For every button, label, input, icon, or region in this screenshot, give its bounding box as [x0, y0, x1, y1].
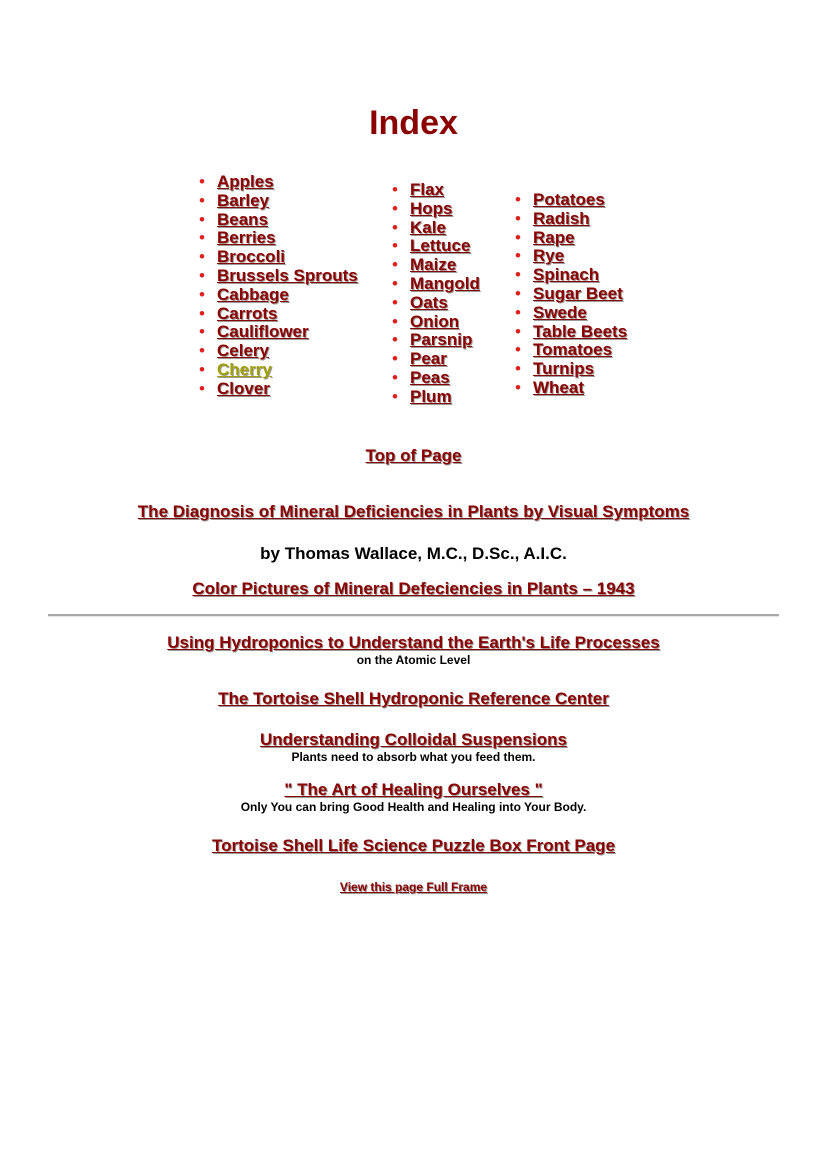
bullet-icon: • [515, 321, 521, 341]
bullet-icon: • [392, 255, 398, 275]
index-item [197, 361, 358, 380]
index-item [513, 247, 627, 266]
index-item [513, 323, 627, 342]
bullet-icon: • [515, 246, 521, 266]
index-link-parsnip[interactable]: Parsnip [410, 330, 473, 350]
colloidal-row [0, 730, 827, 764]
index-link-tomatoes[interactable]: Tomatoes [533, 340, 613, 360]
healing-link[interactable]: " The Art of Healing Ourselves " [284, 780, 543, 799]
index-item [390, 219, 480, 238]
bullet-icon: • [515, 340, 521, 360]
index-item [390, 200, 480, 219]
bullet-icon: • [392, 386, 398, 406]
index-link-swede[interactable]: Swede [533, 302, 587, 322]
full-frame-row [0, 878, 827, 896]
bullet-icon: • [199, 322, 205, 342]
index-item [390, 350, 480, 369]
diagnosis-link[interactable]: The Diagnosis of Mineral Deficiencies in Plants by Visual Symptoms [137, 502, 690, 521]
index-item [390, 331, 480, 350]
index-link-plum[interactable]: Plum [410, 386, 452, 406]
bullet-icon: • [199, 359, 205, 379]
bullet-icon: • [515, 377, 521, 397]
bullet-icon: • [392, 311, 398, 331]
bullet-icon: • [515, 227, 521, 247]
index-item [513, 360, 627, 379]
index-item [513, 191, 627, 210]
index-item [197, 286, 358, 305]
hydroponics-subtitle: on the Atomic Level [356, 653, 471, 667]
index-item [390, 294, 480, 313]
index-item [513, 229, 627, 248]
index-item [513, 266, 627, 285]
index-link-oats[interactable]: Oats [410, 292, 448, 312]
bullet-icon: • [392, 180, 398, 199]
index-link-broccoli[interactable]: Broccoli [217, 247, 286, 267]
full-frame-link[interactable]: View this page Full Frame [339, 880, 488, 894]
top-of-page-link[interactable]: Top of Page [365, 446, 462, 465]
index-link-lettuce[interactable]: Lettuce [410, 236, 471, 256]
index-link-brussels-sprouts[interactable]: Brussels Sprouts [217, 265, 358, 285]
bullet-icon: • [392, 198, 398, 218]
bullet-icon: • [199, 228, 205, 248]
index-item [197, 380, 358, 399]
index-item [513, 304, 627, 323]
index-link-peas[interactable]: Peas [410, 367, 450, 387]
bullet-icon: • [199, 209, 205, 229]
bullet-icon: • [199, 190, 205, 210]
bullet-icon: • [515, 283, 521, 303]
bullet-icon: • [515, 265, 521, 285]
bullet-icon: • [392, 292, 398, 312]
index-item [513, 341, 627, 360]
bullet-icon: • [199, 303, 205, 323]
index-link-hops[interactable]: Hops [410, 198, 453, 218]
index-link-beans[interactable]: Beans [217, 209, 269, 229]
index-link-turnips[interactable]: Turnips [533, 359, 595, 379]
index-link-celery[interactable]: Celery [217, 341, 269, 361]
page-title: Index [369, 104, 458, 142]
index-link-rape[interactable]: Rape [533, 227, 575, 247]
bullet-icon: • [199, 172, 205, 191]
index-link-onion[interactable]: Onion [410, 311, 460, 331]
index-link-wheat[interactable]: Wheat [533, 377, 584, 397]
index-item [197, 342, 358, 361]
index-item [390, 388, 480, 407]
bullet-icon: • [392, 236, 398, 256]
colloidal-link[interactable]: Understanding Colloidal Suspensions [260, 730, 567, 749]
index-item [513, 210, 627, 229]
index-item [513, 285, 627, 304]
index-item [197, 323, 358, 342]
index-link-berries[interactable]: Berries [217, 228, 276, 248]
index-item [197, 267, 358, 286]
index-link-barley[interactable]: Barley [217, 190, 269, 210]
bullet-icon: • [199, 378, 205, 398]
index-item [197, 173, 358, 192]
index-link-apples[interactable]: Apples [217, 172, 274, 191]
index-link-rye[interactable]: Rye [533, 246, 565, 266]
index-link-cauliflower[interactable]: Cauliflower [217, 322, 309, 342]
bullet-icon: • [392, 273, 398, 293]
index-item [197, 229, 358, 248]
bullet-icon: • [515, 208, 521, 228]
index-item [390, 313, 480, 332]
index-link-flax[interactable]: Flax [410, 180, 445, 199]
bullet-icon: • [392, 217, 398, 237]
bullet-icon: • [199, 284, 205, 304]
index-item [513, 379, 627, 398]
index-column-1 [197, 173, 358, 399]
index-link-maize[interactable]: Maize [410, 255, 457, 275]
index-item [197, 305, 358, 324]
index-item [390, 237, 480, 256]
color-pictures-link[interactable]: Color Pictures of Mineral Defeciencies in Plants – 1943 [192, 579, 635, 598]
author-credit: by Thomas Wallace, M.C., D.Sc., A.I.C. [260, 544, 567, 563]
index-link-sugar-beet[interactable]: Sugar Beet [533, 283, 623, 303]
reference-center-link[interactable]: The Tortoise Shell Hydroponic Reference Center [218, 689, 609, 708]
index-link-cabbage[interactable]: Cabbage [217, 284, 289, 304]
index-link-kale[interactable]: Kale [410, 217, 446, 237]
index-link-potatoes[interactable]: Potatoes [533, 190, 605, 209]
index-link-spinach[interactable]: Spinach [533, 265, 600, 285]
index-link-carrots[interactable]: Carrots [217, 303, 278, 323]
index-item [390, 256, 480, 275]
healing-subtitle: Only You can bring Good Health and Healing into Your Body. [240, 800, 587, 814]
healing-row [0, 780, 827, 814]
diagnosis-row [0, 502, 827, 522]
index-link-clover[interactable]: Clover [217, 378, 270, 398]
bullet-icon: • [199, 265, 205, 285]
index-item [390, 369, 480, 388]
top-of-page-row [0, 446, 827, 466]
index-column-2 [390, 181, 480, 407]
bullet-icon: • [515, 302, 521, 322]
index-item [197, 248, 358, 267]
bullet-icon: • [392, 349, 398, 369]
index-link-mangold[interactable]: Mangold [410, 273, 480, 293]
horizontal-rule [48, 614, 779, 617]
bullet-icon: • [515, 190, 521, 209]
index-link-pear[interactable]: Pear [410, 349, 447, 369]
bullet-icon: • [392, 330, 398, 350]
index-link-radish[interactable]: Radish [533, 208, 590, 228]
hydroponics-link[interactable]: Using Hydroponics to Understand the Earth's Life Processes [167, 633, 660, 652]
index-item [390, 275, 480, 294]
colloidal-subtitle: Plants need to absorb what you feed them. [291, 750, 536, 764]
hydroponics-row [0, 633, 827, 667]
index-item [197, 192, 358, 211]
index-item [197, 211, 358, 230]
bullet-icon: • [392, 367, 398, 387]
reference-center-row [0, 689, 827, 709]
bullet-icon: • [515, 359, 521, 379]
index-column-3 [513, 191, 627, 398]
puzzle-box-row [0, 836, 827, 856]
index-item [390, 181, 480, 200]
index-link-cherry[interactable]: Cherry [217, 359, 272, 379]
bullet-icon: • [199, 247, 205, 267]
color-pictures-row [0, 579, 827, 599]
puzzle-box-link[interactable]: Tortoise Shell Life Science Puzzle Box Front Page [211, 836, 616, 855]
bullet-icon: • [199, 341, 205, 361]
author-row [0, 544, 827, 564]
index-link-table-beets[interactable]: Table Beets [533, 321, 628, 341]
